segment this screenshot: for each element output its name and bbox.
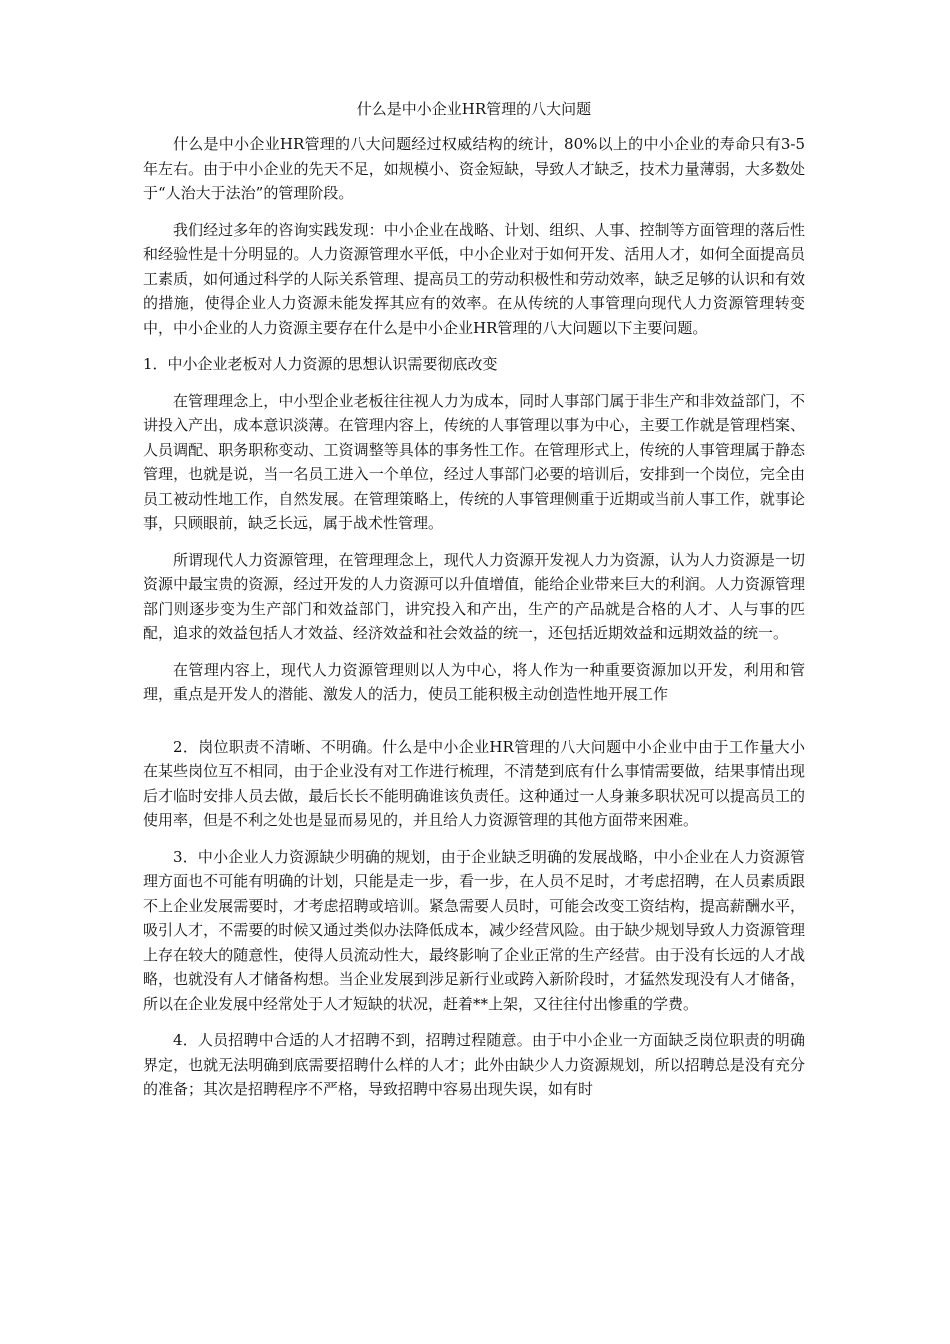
paragraph-management-content: 在管理内容上，现代人力资源管理则以人为中心，将人作为一种重要资源加以开发，利用和管理，重点是开发人的潜能、激发人的活力，使员工能积极主动创造性地开展工作 [143,660,805,703]
document-title: 什么是中小企业HR管理的八大问题 [356,100,592,118]
paragraph-intro: 什么是中小企业HR管理的八大问题经过权威结构的统计，80%以上的中小企业的寿命只有3-5年左右。由于中小企业的先天不足，如规模小、资金短缺，导致人才缺乏，技术力量薄弱，大多数处于“人治大于法治”的管理阶段。 [143,135,805,202]
paragraph-item-3: 3．中小企业人力资源缺少明确的规划，由于企业缺乏明确的发展战略，中小企业在人力资源管理方面也不可能有明确的计划，只能是走一步，看一步，在人员不足时，才考虑招聘，在人员素质跟不上企业发展需要时，才考虑招聘或培训。紧急需要人员时，可能会改变工资结构，提高薪酬水平，吸引人才，不需要的时候又通过类似办法降低成本，减少经营风险。由于缺少规划导致人力资源管理上存在较大的随意性，使得人员流动性大，最终影响了企业正常的生产经营。由于没有长远的人才战略，也就没有人才储备构想。当企业发展到涉足新行业或跨入新阶段时，才猛然发现没有人才储备，所以在企业发展中经常处于人才短缺的状况，赶着**上架，又往往付出惨重的学费。 [143,847,805,1013]
paragraph-traditional-management: 在管理理念上，中小型企业老板往往视人力为成本，同时人事部门属于非生产和非效益部门，不讲投入产出，成本意识淡薄。在管理内容上，传统的人事管理以事为中心，主要工作就是管理档案、人员调配、职务职称变动、工资调整等具体的事务性工作。在管理形式上，传统的人事管理属于静态管理，也就是说，当一名员工进入一个单位，经过人事部门必要的培训后，安排到一个岗位，完全由员工被动性地工作，自然发展。在管理策略上，传统的人事管理侧重于近期或当前人事工作，就事论事，只顾眼前，缺乏长远，属于战术性管理。 [143,391,805,532]
section-heading-1: 1．中小企业老板对人力资源的思想认识需要彻底改变 [143,355,498,373]
paragraph-item-4: 4．人员招聘中合适的人才招聘不到，招聘过程随意。由于中小企业一方面缺乏岗位职责的明确界定，也就无法明确到底需要招聘什么样的人才；此外由缺少人力资源规划，所以招聘总是没有充分的准备；其次是招聘程序不严格，导致招聘中容易出现失误，如有时 [143,1031,805,1098]
paragraph-consulting-findings: 我们经过多年的咨询实践发现：中小企业在战略、计划、组织、人事、控制等方面管理的落后性和经验性是十分明显的。人力资源管理水平低，中小企业对于如何开发、活用人才，如何全面提高员工素质，如何通过科学的人际关系管理、提高员工的劳动积极性和劳动效率，缺乏足够的认识和有效的措施，使得企业人力资源未能发挥其应有的效率。在从传统的人事管理向现代人力资源管理转变中，中小企业的人力资源主要存在什么是中小企业HR管理的八大问题以下主要问题。 [143,220,805,337]
paragraph-item-2: 2．岗位职责不清晰、不明确。什么是中小企业HR管理的八大问题中小企业中由于工作量大小在某些岗位互不相同，由于企业没有对工作进行梳理，不清楚到底有什么事情需要做，结果事情出现后才临时安排人员去做，最后长长不能明确谁该负责任。这种通过一人身兼多职状况可以提高员工的使用率，但是不利之处也是显而易见的，并且给人力资源管理的其他方面带来困难。 [143,737,805,829]
document-page [143,96,805,1114]
paragraph-modern-management: 所谓现代人力资源管理，在管理理念上，现代人力资源开发视人力为资源，认为人力资源是一切资源中最宝贵的资源，经过开发的人力资源可以升值增值，能给企业带来巨大的利润。人力资源管理部门则逐步变为生产部门和效益部门，讲究投入和产出，生产的产品就是合格的人才、人与事的匹配，追求的效益包括人才效益、经济效益和社会效益的统一，还包括近期效益和远期效益的统一。 [143,550,805,642]
